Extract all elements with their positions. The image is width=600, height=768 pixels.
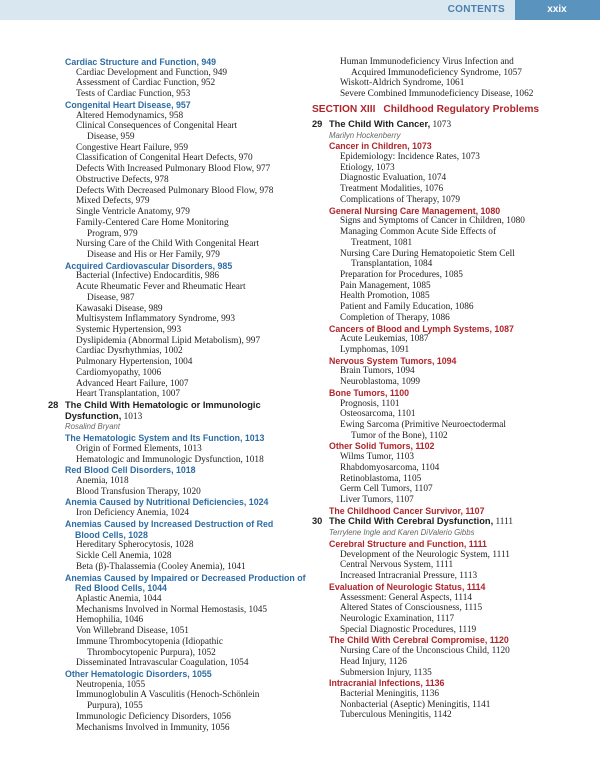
toc-entry[interactable]: Brain Tumors, 1094 <box>340 366 415 377</box>
chapter-page: 1073 <box>430 119 452 130</box>
toc-entry[interactable]: Origin of Formed Elements, 1013 <box>76 443 202 454</box>
toc-heading[interactable]: The Childhood Cancer Survivor, 1107 <box>329 505 485 516</box>
toc-entry-continued[interactable]: Disease, 959 <box>87 132 135 143</box>
toc-heading[interactable]: Acquired Cardiovascular Disorders, 985 <box>65 260 233 271</box>
toc-entry[interactable]: Cardiomyopathy, 1006 <box>76 367 162 378</box>
toc-entry[interactable]: Central Nervous System, 1111 <box>340 560 454 571</box>
chapter-author: Terrylene Ingle and Karen DiValerio Gibbs <box>329 528 475 538</box>
toc-heading[interactable]: Cancer in Children, 1073 <box>329 141 432 152</box>
toc-entry-continued[interactable]: Tumor of the Bone), 1102 <box>351 430 448 441</box>
toc-entry[interactable]: Germ Cell Tumors, 1107 <box>340 484 433 495</box>
toc-entry[interactable]: Tests of Cardiac Function, 953 <box>76 89 191 100</box>
toc-entry[interactable]: Complications of Therapy, 1079 <box>340 194 461 205</box>
toc-heading[interactable]: Bone Tumors, 1100 <box>329 387 410 398</box>
toc-entry[interactable]: Systemic Hypertension, 993 <box>76 324 182 335</box>
toc-entry[interactable]: Special Diagnostic Procedures, 1119 <box>340 624 477 635</box>
chapter-author: Marilyn Hockenberry <box>329 130 401 140</box>
chapter-number: 29 <box>312 118 323 129</box>
toc-entry[interactable]: Acute Rheumatic Fever and Rheumatic Heart <box>76 282 246 293</box>
toc-entry[interactable]: Head Injury, 1126 <box>340 656 407 667</box>
chapter-title-text: The Child With Cancer, <box>329 118 431 129</box>
toc-entry[interactable]: Diagnostic Evaluation, 1074 <box>340 173 447 184</box>
toc-entry[interactable]: Ewing Sarcoma (Primitive Neuroectodermal <box>340 420 507 430</box>
toc-entry[interactable]: Immunoglobulin A Vasculitis (Henoch-Schönlein <box>76 690 260 701</box>
toc-entry[interactable]: Acute Leukemias, 1087 <box>340 334 429 345</box>
toc-entry[interactable]: Nursing Care of the Unconscious Child, 1120 <box>340 646 510 657</box>
header-bar <box>0 0 600 20</box>
chapter-page: 1013 <box>121 411 143 422</box>
toc-entry[interactable]: Pain Management, 1085 <box>340 280 431 291</box>
chapter-page: 1111 <box>493 517 514 528</box>
toc-entry-continued[interactable]: Transplantation, 1084 <box>351 259 433 270</box>
toc-entry-continued[interactable]: Program, 979 <box>87 228 138 239</box>
toc-heading[interactable]: The Hematologic System and Its Function, 1013 <box>65 433 265 444</box>
toc-heading-continued[interactable]: Blood Cells, 1028 <box>75 529 148 540</box>
toc-entry[interactable]: Hereditary Spherocytosis, 1028 <box>76 540 194 551</box>
toc-entry[interactable]: Multisystem Inflammatory Syndrome, 993 <box>76 314 236 325</box>
chapter-number: 28 <box>48 400 59 410</box>
toc-entry-continued[interactable]: Disease, 987 <box>87 292 135 303</box>
toc-entry-continued[interactable]: Acquired Immunodeficiency Syndrome, 1057 <box>351 67 522 78</box>
toc-heading[interactable]: Cardiac Structure and Function, 949 <box>65 57 217 67</box>
toc-entry[interactable]: Immunologic Deficiency Disorders, 1056 <box>76 711 231 722</box>
toc-entry[interactable]: Human Immunodeficiency Virus Infection and <box>340 57 514 67</box>
toc-heading[interactable]: Cancers of Blood and Lymph Systems, 1087 <box>329 323 514 334</box>
toc-entry[interactable]: Disseminated Intravascular Coagulation, 1054 <box>76 658 249 669</box>
toc-entry[interactable]: Lymphomas, 1091 <box>340 344 410 355</box>
toc-entry[interactable]: Pulmonary Hypertension, 1004 <box>76 357 193 368</box>
toc-entry[interactable]: Assessment: General Aspects, 1114 <box>340 592 473 603</box>
chapter-number: 30 <box>312 516 323 527</box>
toc-entry[interactable]: Retinoblastoma, 1105 <box>340 473 422 484</box>
toc-entry-continued[interactable]: Treatment, 1081 <box>351 237 413 248</box>
toc-entry[interactable]: Von Willebrand Disease, 1051 <box>76 626 189 637</box>
toc-entry[interactable]: Altered States of Consciousness, 1115 <box>340 603 483 614</box>
toc-entry[interactable]: Bacterial (Infective) Endocarditis, 986 <box>76 271 220 282</box>
toc-entry[interactable]: Treatment Modalities, 1076 <box>340 184 444 195</box>
chapter-title[interactable] <box>48 411 323 423</box>
toc-entry[interactable]: Nursing Care of the Child With Congenital Heart <box>76 239 260 250</box>
toc-entry[interactable]: Submersion Injury, 1135 <box>340 667 432 678</box>
toc-heading-continued[interactable]: Red Blood Cells, 1044 <box>75 583 167 594</box>
toc-entry[interactable]: Blood Transfusion Therapy, 1020 <box>76 486 201 497</box>
toc-entry[interactable]: Cardiac Development and Function, 949 <box>76 67 228 78</box>
toc-entry[interactable]: Neutropenia, 1055 <box>76 679 146 690</box>
page-number: xxix <box>547 4 567 15</box>
toc-entry[interactable]: Etiology, 1073 <box>340 162 395 173</box>
toc-entry[interactable]: Kawasaki Disease, 989 <box>76 303 163 314</box>
section-label: SECTION XIII <box>312 103 376 115</box>
toc-entry-continued[interactable]: Disease and His or Her Family, 979 <box>87 249 220 260</box>
toc-entry[interactable]: Heart Transplantation, 1007 <box>76 389 181 400</box>
toc-heading[interactable]: Anemia Caused by Nutritional Deficiencies, 1024 <box>65 497 269 508</box>
toc-entry[interactable]: Increased Intracranial Pressure, 1113 <box>340 571 478 582</box>
toc-entry[interactable]: Altered Hemodynamics, 958 <box>76 110 184 121</box>
toc-entry[interactable]: Neurologic Examination, 1117 <box>340 613 455 624</box>
toc-entry[interactable]: Nonbacterial (Aseptic) Meningitis, 1141 <box>340 699 491 710</box>
toc-entry[interactable]: Severe Combined Immunodeficiency Disease, 1062 <box>340 89 534 100</box>
toc-column-right <box>312 57 574 721</box>
toc-heading[interactable]: Nervous System Tumors, 1094 <box>329 355 457 366</box>
toc-entry[interactable]: Congestive Heart Failure, 959 <box>76 142 189 153</box>
toc-entry[interactable]: Nursing Care During Hematopoietic Stem Cell <box>340 248 515 259</box>
chapter-title[interactable] <box>312 119 574 131</box>
toc-entry[interactable]: Anemia, 1018 <box>76 476 129 487</box>
toc-entry[interactable]: Obstructive Defects, 978 <box>76 174 169 185</box>
toc-entry-continued[interactable]: Thrombocytopenic Purpura), 1052 <box>87 647 216 658</box>
toc-entry[interactable]: Preparation for Procedures, 1085 <box>340 269 463 280</box>
toc-entry[interactable]: Aplastic Anemia, 1044 <box>76 593 162 604</box>
toc-heading[interactable]: Red Blood Cell Disorders, 1018 <box>65 465 196 476</box>
toc-entry[interactable]: Rhabdomyosarcoma, 1104 <box>340 462 440 473</box>
toc-heading[interactable]: Intracranial Infections, 1136 <box>329 678 445 689</box>
toc-entry[interactable]: Health Promotion, 1085 <box>340 291 430 302</box>
running-title: CONTENTS <box>447 4 505 15</box>
toc-heading[interactable]: General Nursing Care Management, 1080 <box>329 205 501 216</box>
toc-entry[interactable]: Tuberculous Meningitis, 1142 <box>340 710 452 721</box>
toc-entry[interactable]: Osteosarcoma, 1101 <box>340 409 416 420</box>
toc-entry[interactable]: Sickle Cell Anemia, 1028 <box>76 551 172 562</box>
toc-heading[interactable]: Other Hematologic Disorders, 1055 <box>65 668 212 679</box>
toc-entry[interactable]: Single Ventricle Anatomy, 979 <box>76 207 190 218</box>
toc-heading[interactable]: Cerebral Structure and Function, 1111 <box>329 538 487 549</box>
toc-entry[interactable]: Iron Deficiency Anemia, 1024 <box>76 508 190 519</box>
toc-heading[interactable]: Evaluation of Neurologic Status, 1114 <box>329 581 486 592</box>
toc-entry[interactable]: Epidemiology: Incidence Rates, 1073 <box>340 152 480 163</box>
toc-entry[interactable]: Defects With Decreased Pulmonary Blood Flow, 978 <box>76 185 274 196</box>
toc-entry[interactable]: Immune Thrombocytopenia (Idiopathic <box>76 636 223 647</box>
toc-heading[interactable]: Anemias Caused by Increased Destruction of Red <box>65 518 274 529</box>
toc-entry[interactable]: Classification of Congenital Heart Defects, 970 <box>76 153 253 164</box>
chapter-title[interactable] <box>312 516 574 528</box>
toc-entry[interactable]: Hemophilia, 1046 <box>76 615 144 626</box>
toc-entry[interactable]: Wiskott-Aldrich Syndrome, 1061 <box>340 78 465 89</box>
toc-entry[interactable]: Advanced Heart Failure, 1007 <box>76 378 189 389</box>
toc-heading[interactable]: Other Solid Tumors, 1102 <box>329 441 435 452</box>
toc-column-left <box>48 57 323 733</box>
toc-heading[interactable]: Anemias Caused by Impaired or Decreased Production of <box>65 572 306 583</box>
toc-entry-continued[interactable]: Purpura), 1055 <box>87 701 143 712</box>
toc-entry[interactable]: Dyslipidemia (Abnormal Lipid Metabolism), 997 <box>76 335 261 346</box>
section-title: Childhood Regulatory Problems <box>383 103 540 115</box>
toc-entry[interactable]: Defects With Increased Pulmonary Blood Flow, 977 <box>76 164 271 175</box>
toc-entry[interactable]: Prognosis, 1101 <box>340 398 400 409</box>
toc-entry[interactable]: Completion of Therapy, 1086 <box>340 312 450 323</box>
toc-entry[interactable]: Wilms Tumor, 1103 <box>340 452 415 463</box>
chapter-title-text: The Child With Hematologic or Immunologic <box>65 400 261 410</box>
toc-entry[interactable]: Mechanisms Involved in Normal Hemostasis, 1045 <box>76 604 268 615</box>
chapter-title-text: Dysfunction, <box>65 410 122 421</box>
toc-entry[interactable]: Beta (β)-Thalassemia (Cooley Anemia), 1041 <box>76 561 246 572</box>
chapter-title-text: The Child With Cerebral Dysfunction, <box>329 516 494 527</box>
toc-entry[interactable]: Liver Tumors, 1107 <box>340 495 414 506</box>
chapter-author: Rosalind Bryant <box>65 422 121 432</box>
toc-entry[interactable]: Mixed Defects, 979 <box>76 196 150 207</box>
toc-entry[interactable]: Hematologic and Immunologic Dysfunction, 1018 <box>76 454 264 465</box>
toc-entry[interactable]: Development of the Neurologic System, 1111 <box>340 549 510 560</box>
toc-entry[interactable]: Clinical Consequences of Congenital Heart <box>76 121 238 132</box>
toc-entry[interactable]: Family-Centered Care Home Monitoring <box>76 217 229 228</box>
toc-heading[interactable]: The Child With Cerebral Compromise, 1120 <box>329 635 509 646</box>
toc-entry[interactable]: Mechanisms Involved in Immunity, 1056 <box>76 722 230 733</box>
toc-heading[interactable]: Congenital Heart Disease, 957 <box>65 99 191 110</box>
toc-entry[interactable]: Signs and Symptoms of Cancer in Children, 1080 <box>340 216 525 227</box>
toc-entry[interactable]: Bacterial Meningitis, 1136 <box>340 688 440 699</box>
section-heading <box>312 104 574 116</box>
toc-entry[interactable]: Patient and Family Education, 1086 <box>340 302 474 313</box>
toc-entry[interactable]: Managing Common Acute Side Effects of <box>340 227 497 238</box>
toc-entry[interactable]: Neuroblastoma, 1099 <box>340 377 421 388</box>
toc-entry[interactable]: Cardiac Dysrhythmias, 1002 <box>76 346 183 357</box>
chapter-title[interactable] <box>48 400 323 411</box>
toc-entry[interactable]: Assessment of Cardiac Function, 952 <box>76 78 216 89</box>
header-band <box>0 0 515 20</box>
